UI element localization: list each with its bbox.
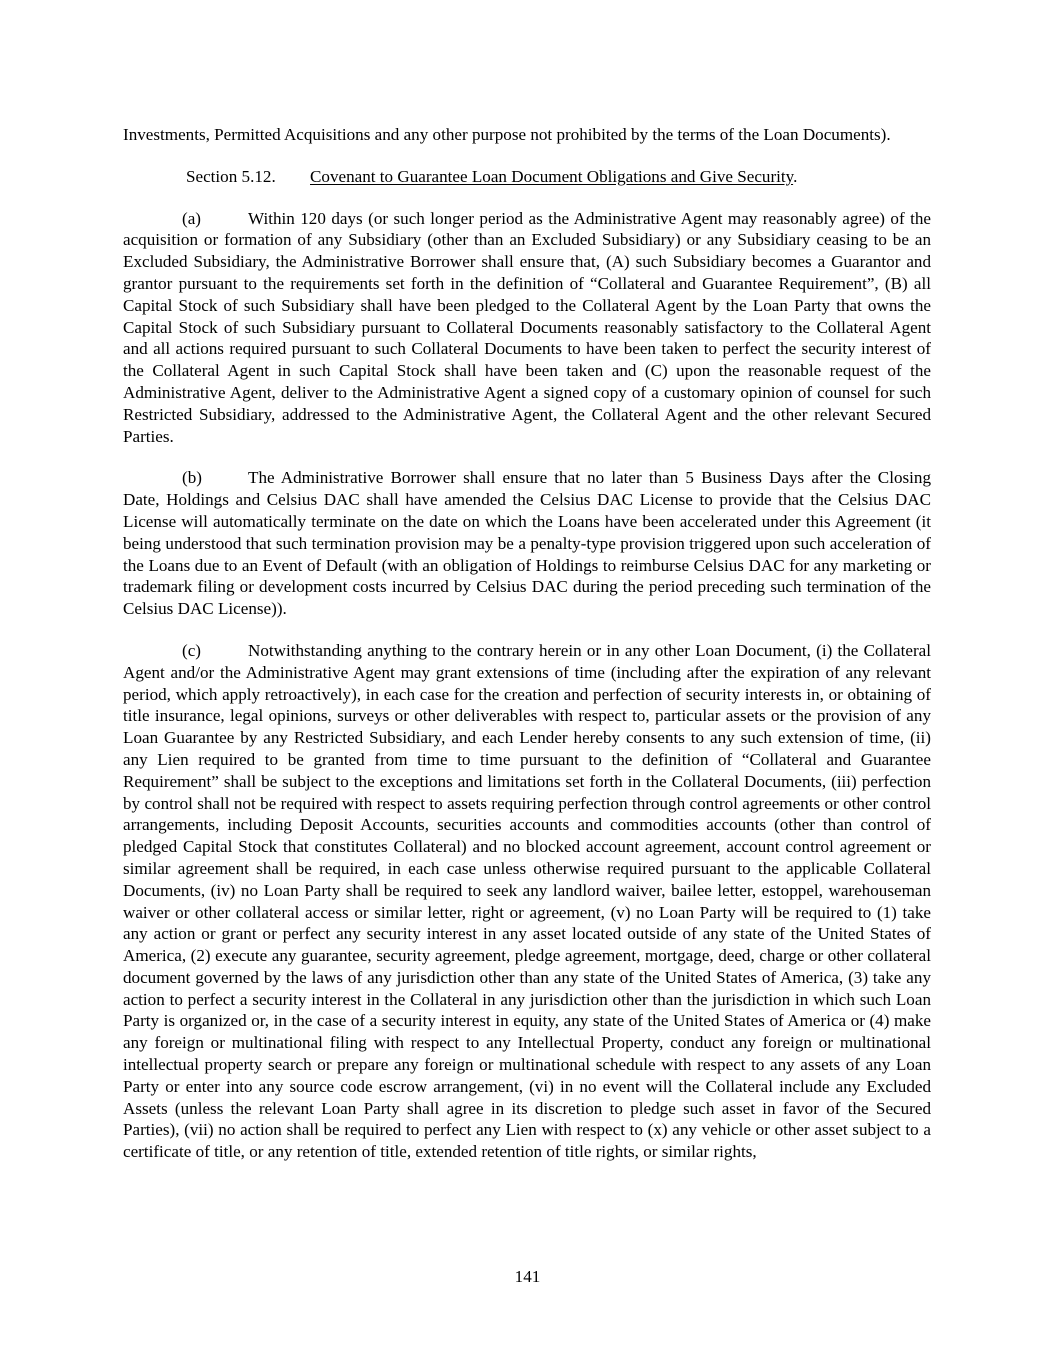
paragraph-text: The Administrative Borrower shall ensure that no later than 5 Business Days after the Closing Date, Holdings and Celsius DAC shall have amended the Celsius DAC License to provide that the Celsius DAC License will automatically terminate on the date on which the Loans have been accelerated under this Agreement (it being understood that such termination provision may be a penalty-type provision triggered upon such acceleration of the Loans due to an Event of Default (with an obligation of Holdings to reimburse Celsius DAC for any marketing or trademark filing or development costs incurred by Celsius DAC during the period preceding such termination of the Celsius DAC License)). xyxy=(123,468,931,619)
section-title: Covenant to Guarantee Loan Document Obligations and Give Security xyxy=(310,166,794,186)
paragraph-label: (b) xyxy=(182,468,202,488)
paragraph-label: (a) xyxy=(182,208,201,228)
paragraph-text: Notwithstanding anything to the contrary herein or in any other Loan Document, (i) the Collateral Agent and/or the Administrative Agent may grant extensions of time (including after the expiration of any relevant period, which apply retroactively), in each case for the creation and perfection of security interests in, or obtaining of title insurance, legal opinions, surveys or other deliverables with respect to, particular assets or the provision of any Loan Guarantee by any Restricted Subsidiary, and each Lender hereby consents to any such extension of time, (ii) any Lien required to be granted from time to time pursuant to the definition of “Collateral and Guarantee Requirement” shall be subject to the exceptions and limitations set forth in the Collateral Documents, (iii) perfection by control shall not be required with respect to assets requiring perfection through control agreements or other control arrangements, including Deposit Accounts, securities accounts and commodities accounts (other than control of pledged Capital Stock that constitutes Collateral) and no blocked account agreement, account control agreement or similar agreement shall be required, in each case unless otherwise required pursuant to the applicable Collateral Documents, (iv) no Loan Party shall be required to seek any landlord waiver, bailee letter, estoppel, warehouseman waiver or other collateral access or similar letter, right or agreement, (v) no Loan Party will be required to (1) take any action or grant or perfect any security interest in any asset located outside of any state of the United States of America, (2) execute any guarantee, security agreement, pledge agreement, mortgage, deed, charge or other collateral document governed by the laws of any jurisdiction other than any state of the United States of America, (3) take any action to perfect a security interest in the Collateral in any jurisdiction other than the jurisdiction in which such Loan Party is organized or, in the case of a security interest in equity, any state of the United States of America or (4) make any foreign or multinational filing with respect to any Intellectual Property, conduct any foreign or multinational intellectual property search or prepare any foreign or multinational schedule with respect to any assets of any Loan Party or enter into any source code escrow arrangement, (vi) in no event will the Collateral include any Excluded Assets (unless the relevant Loan Party shall agree in its discretion to pledge such asset in favor of the Secured Parties), (vii) no action shall be required to perfect any Lien with respect to (x) any vehicle or other asset subject to a certificate of title, or any retention of title, extended retention of title rights, or similar rights, xyxy=(123,640,931,1162)
paragraph-a xyxy=(123,208,931,448)
document-page xyxy=(123,124,931,1163)
section-title-period: . xyxy=(793,166,798,186)
section-heading xyxy=(123,166,931,188)
paragraph-b xyxy=(123,467,931,620)
paragraph-label: (c) xyxy=(182,640,201,660)
page-number: 141 xyxy=(514,1267,541,1286)
paragraph-text: Within 120 days (or such longer period as the Administrative Agent may reasonably agree) of the acquisition or formation of any Subsidiary (other than an Excluded Subsidiary) or any Subsidiary ceasing to be an Excluded Subsidiary, the Administrative Borrower shall ensure that, (A) such Subsidiary becomes a Guarantor and grantor pursuant to the requirements set forth in the definition of “Collateral and Guarantee Requirement”, (B) all Capital Stock of such Subsidiary shall have been pledged to the Collateral Agent by the Loan Party that owns the Capital Stock of such Subsidiary pursuant to Collateral Documents reasonably satisfactory to the Collateral Agent and all actions required pursuant to such Collateral Documents to have been taken to perfect the security interest of the Collateral Agent in such Capital Stock shall have been taken and (C) upon the reasonable request of the Administrative Agent, deliver to the Administrative Agent a signed copy of a customary opinion of counsel for such Restricted Subsidiary, addressed to the Administrative Agent, the Collateral Agent and the other relevant Secured Parties. xyxy=(123,208,931,446)
continuation-paragraph: Investments, Permitted Acquisitions and any other purpose not prohibited by the terms of the Loan Documents). xyxy=(123,125,891,144)
section-number: Section 5.12. xyxy=(186,166,276,186)
paragraph-c xyxy=(123,640,931,1163)
